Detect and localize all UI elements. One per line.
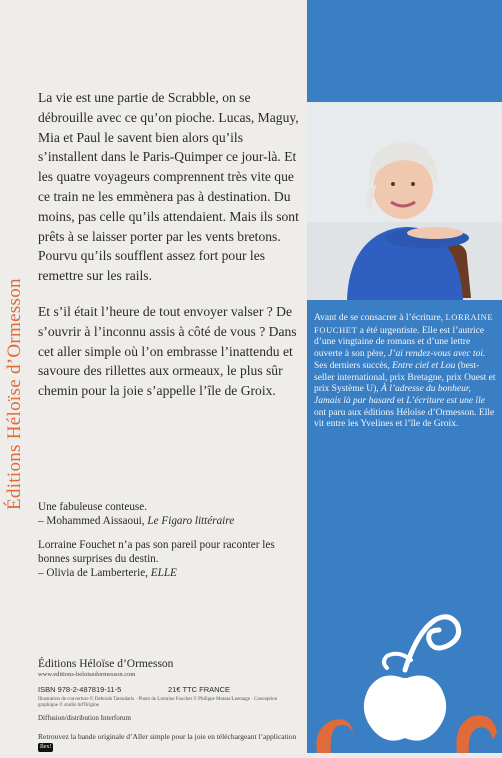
bio-part-3: (best-seller international, prix Bretagne, prix Ouest et prix Système U), (314, 360, 496, 395)
quote-1-source: Le Figaro littéraire (147, 515, 235, 527)
bio-intro: Avant de se consacrer à l’écriture, (314, 313, 444, 323)
isbn: ISBN 978-2-487819-11-5 (38, 685, 122, 694)
publisher-logo-icon (307, 600, 502, 753)
press-quotes (38, 500, 300, 580)
author-name: LORRAINE FOUCHET (314, 312, 494, 335)
publisher-website: www.editions-heloisedormesson.com (38, 671, 136, 678)
app-promo-line: Retrouvez la bande originale d’Aller simple pour la joie en téléchargeant l’application Ilex! (38, 732, 297, 750)
quote-2-source: ELLE (150, 567, 177, 579)
bio-title-3: À l’adresse du bonheur, Jamais là par hasard (314, 384, 471, 406)
book-blurb (38, 88, 300, 417)
publisher-name: Éditions Héloïse d’Ormesson (38, 658, 174, 670)
blurb-paragraph-1: La vie est une partie de Scrabble, on se débrouille avec ce qu’on pioche. Lucas, Maguy, Mia et Paul le savent bien alors qu’ils s’installent dans le Paris-Quimper ce jour-là. Et les quatre voyageurs comprennent très vite que ce train ne les emmènera pas à destination. Du moins, pas celle qu’ils attendaient. Mais ils sont prêts à se laisser porter par les vents bretons. Pourvu qu’ils soufflent assez fort pour les remettre sur les rails. (38, 90, 299, 284)
quote-1-attribution: – Mohammed Aissaoui, Le Figaro littéraire (38, 515, 235, 527)
author-photo (307, 102, 502, 300)
author-bio (314, 312, 499, 431)
bio-part-5: ont paru aux éditions Héloïse d’Ormesson. Elle vit entre les Yvelines et l’île de Groix. (314, 407, 495, 430)
price: 21€ TTC FRANCE (168, 685, 230, 694)
bio-title-4: L’écriture est une île (406, 395, 485, 406)
quote-1-text: Une fabuleuse conteuse. (38, 501, 148, 513)
bio-part-1: a été urgentiste. Elle est l’autrice d’une vingtaine de romans et d’une lettre ouverte à son père, (314, 325, 485, 360)
bio-title-1: J’ai rendez-vous avec toi. (388, 349, 486, 360)
bio-part-2: Ses derniers succès, (314, 360, 390, 371)
distribution-line: Diffusion/distribution Interforum (38, 714, 131, 722)
app-badge: Ilex! (40, 744, 52, 750)
quote-2-attribution: – Olivia de Lamberterie, ELLE (38, 567, 177, 579)
bio-part-4: et (397, 395, 404, 406)
publisher-spine-label: Éditions Héloïse d’Ormesson (4, 278, 25, 510)
bio-title-2: Entre ciel et Lou (392, 360, 456, 371)
cover-credits: Illustration de couverture © Deborah Tatoudaris · Photo de Lorraine Fouchet © Philippe Matsas/Leemage · Conception graphique © studio hd'Origine (38, 697, 278, 708)
blurb-paragraph-2: Et s’il était l’heure de tout envoyer valser ? De s’ouvrir à l’inconnu assis à côté de vous ? Dans cet aller simple où l’on embrasse l’inattendu et savoure des rillettes aux ormeaux, le plus sûr chemin pour la joie s’appelle l’île de Groix. (38, 303, 297, 399)
quote-2-text: Lorraine Fouchet n’a pas son pareil pour raconter les bonnes surprises du destin. (38, 539, 275, 565)
